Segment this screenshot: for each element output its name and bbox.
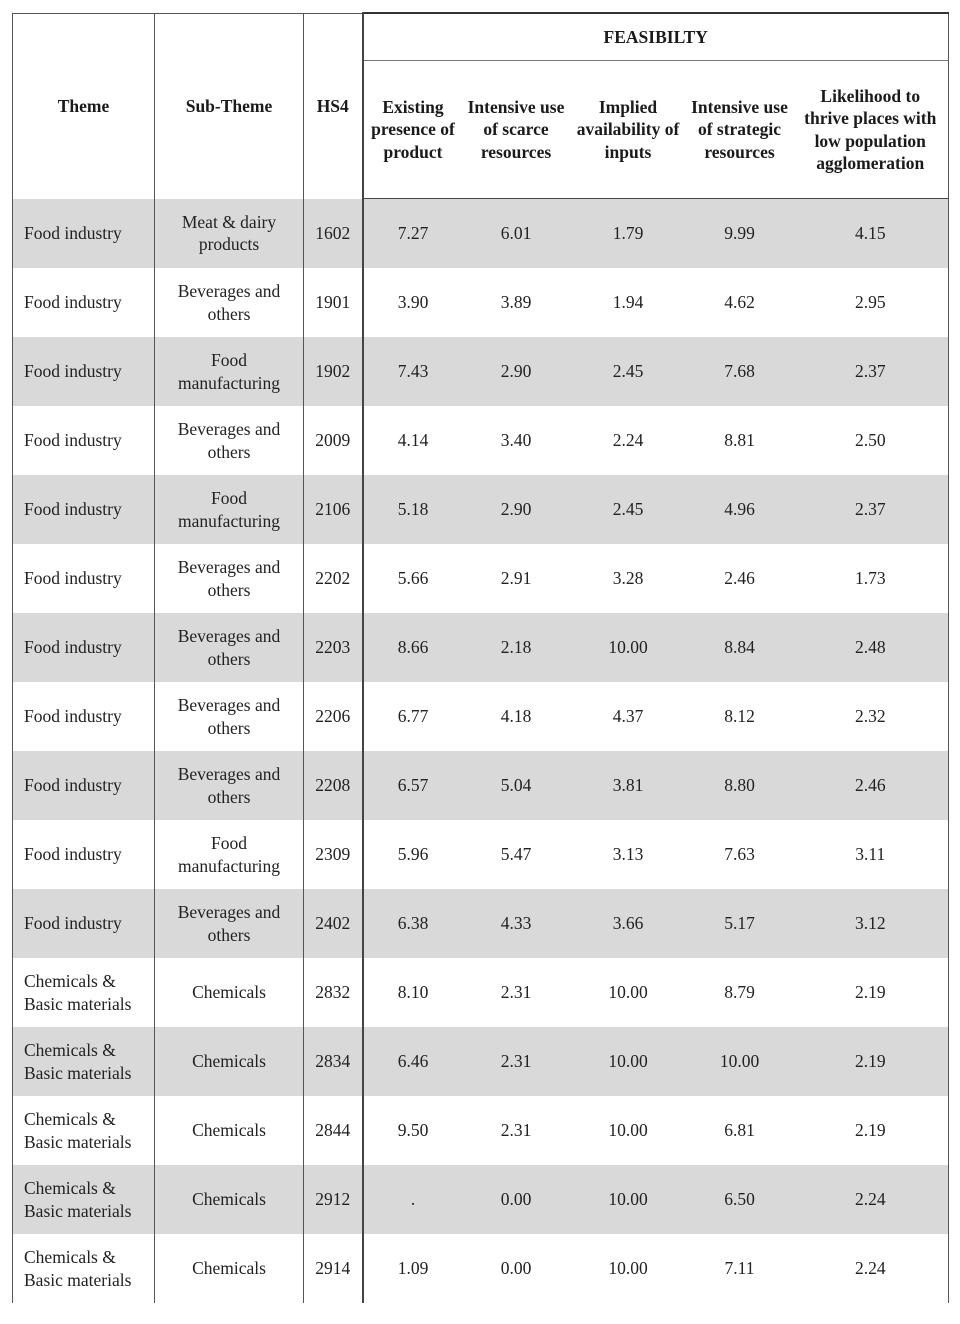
sub-theme-cell: Meat & dairy products [155,199,304,269]
implied-availability-header: Implied availability of inputs [570,61,687,199]
low-agglomeration-cell: 1.73 [793,544,949,613]
scarce-resources-header: Intensive use of scarce resources [463,61,570,199]
sub-theme-cell: Beverages and others [155,544,304,613]
existing-presence-cell: 6.46 [363,1027,463,1096]
existing-presence-cell: 8.66 [363,613,463,682]
existing-presence-cell: 7.27 [363,199,463,269]
sub-theme-cell: Beverages and others [155,406,304,475]
table-row [13,1165,949,1234]
strategic-resources-cell: 8.12 [724,706,755,727]
implied-availability-cell: 3.66 [570,889,687,958]
hs4-cell: 2202 [304,544,363,613]
existing-presence-cell: 5.18 [363,475,463,544]
sub-theme-cell: Beverages and others [155,889,304,958]
scarce-resources-cell: 2.31 [500,982,532,1003]
theme-cell: Food industry [13,268,155,337]
strategic-resources-cell: 8.84 [687,613,793,682]
low-agglomeration-cell: 2.24 [793,1165,949,1234]
table-header [13,13,949,199]
sub-theme-header: Sub-Theme [155,13,304,199]
implied-availability-cell: 3.13 [612,844,644,865]
existing-presence-cell: 4.14 [397,430,429,451]
theme-cell: Food industry [13,820,155,889]
theme-cell: Chemicals & Basic materials [13,1234,155,1303]
implied-availability-cell: 10.00 [570,1165,687,1234]
sub-theme-cell: Chemicals [155,1234,304,1303]
table-row [13,1027,949,1096]
existing-presence-cell: 5.96 [397,844,429,865]
hs4-cell: 2309 [304,820,363,889]
existing-presence-cell: 6.57 [363,751,463,820]
scarce-resources-cell: 2.31 [463,1027,570,1096]
implied-availability-cell: 10.00 [608,982,648,1003]
scarce-resources-cell: 3.89 [500,292,532,313]
low-agglomeration-cell: 2.37 [793,475,949,544]
scarce-resources-cell: 2.31 [500,1120,532,1141]
sub-theme-cell: Beverages and others [155,613,304,682]
hs4-cell: 2206 [304,682,363,751]
scarce-resources-cell: 2.90 [463,337,570,406]
strategic-resources-cell: 6.81 [724,1120,755,1141]
hs4-cell: 2203 [304,613,363,682]
strategic-resources-cell: 6.50 [687,1165,793,1234]
theme-cell: Chemicals & Basic materials [13,1096,155,1165]
implied-availability-cell: 2.45 [570,475,687,544]
hs4-cell: 2834 [304,1027,363,1096]
theme-cell: Food industry [13,475,155,544]
implied-availability-cell: 10.00 [608,1258,648,1279]
sub-theme-cell: Chemicals [155,1165,304,1234]
theme-cell: Food industry [13,337,155,406]
scarce-resources-cell: 4.33 [463,889,570,958]
scarce-resources-cell: 5.04 [463,751,570,820]
table-row [13,199,949,269]
theme-cell: Food industry [13,406,155,475]
sub-theme-cell: Chemicals [155,1096,304,1165]
theme-cell: Chemicals & Basic materials [13,1027,155,1096]
low-agglomeration-cell: 3.12 [793,889,949,958]
hs4-cell: 2106 [304,475,363,544]
theme-cell: Food industry [13,613,155,682]
sub-theme-cell: Food manufacturing [155,820,304,889]
existing-presence-cell: 1.09 [397,1258,429,1279]
table-row [13,337,949,406]
table-row [13,682,949,751]
implied-availability-cell: 3.81 [570,751,687,820]
strategic-resources-cell: 8.81 [724,430,755,451]
scarce-resources-cell: 0.00 [500,1258,532,1279]
hs4-cell: 2208 [304,751,363,820]
theme-cell: Food industry [13,544,155,613]
scarce-resources-cell: 5.47 [500,844,532,865]
hs4-cell: 2402 [304,889,363,958]
existing-presence-cell: 3.90 [397,292,429,313]
sub-theme-cell: Chemicals [155,1027,304,1096]
table-row [13,958,949,1027]
implied-availability-cell: 4.37 [612,706,644,727]
sub-theme-cell: Food manufacturing [155,337,304,406]
implied-availability-cell: 3.28 [612,568,644,589]
scarce-resources-cell: 2.18 [463,613,570,682]
feasibility-table [12,12,949,1303]
low-agglomeration-cell: 2.95 [793,268,949,337]
low-agglomeration-cell: 2.24 [793,1234,949,1303]
scarce-resources-cell: 3.40 [500,430,532,451]
sub-theme-cell: Beverages and others [155,751,304,820]
implied-availability-cell: 2.45 [570,337,687,406]
scarce-resources-cell: 4.18 [500,706,532,727]
existing-presence-cell: 9.50 [397,1120,429,1141]
strategic-resources-cell: 7.11 [724,1258,755,1279]
low-agglomeration-header: Likelihood to thrive places with low population agglomeration [793,61,949,199]
scarce-resources-cell: 0.00 [463,1165,570,1234]
theme-cell: Food industry [13,199,155,269]
hs4-cell: 2914 [304,1234,363,1303]
low-agglomeration-cell: 2.37 [793,337,949,406]
table-row [13,751,949,820]
implied-availability-cell: 1.94 [612,292,644,313]
header-row-group [13,13,949,61]
implied-availability-cell: 10.00 [570,1027,687,1096]
low-agglomeration-cell: 3.11 [793,820,949,889]
existing-presence-header: Existing presence of product [363,61,463,199]
hs4-cell: 2009 [304,406,363,475]
table-row [13,820,949,889]
theme-cell: Food industry [13,682,155,751]
low-agglomeration-cell: 2.50 [793,406,949,475]
low-agglomeration-cell: 2.32 [793,682,949,751]
low-agglomeration-cell: 2.19 [793,1096,949,1165]
existing-presence-cell: 6.38 [363,889,463,958]
implied-availability-cell: 1.79 [570,199,687,269]
hs4-cell: 1901 [304,268,363,337]
existing-presence-cell: 5.66 [397,568,429,589]
sub-theme-cell: Beverages and others [155,682,304,751]
sub-theme-cell: Beverages and others [155,268,304,337]
hs4-cell: 2844 [304,1096,363,1165]
scarce-resources-cell: 6.01 [463,199,570,269]
implied-availability-cell: 10.00 [570,613,687,682]
strategic-resources-cell: 9.99 [687,199,793,269]
table-row [13,406,949,475]
sub-theme-cell: Chemicals [155,958,304,1027]
strategic-resources-cell: 8.80 [687,751,793,820]
theme-cell: Food industry [13,751,155,820]
strategic-resources-cell: 7.68 [687,337,793,406]
theme-cell: Food industry [13,889,155,958]
strategic-resources-cell: 4.96 [687,475,793,544]
low-agglomeration-cell: 2.19 [793,958,949,1027]
hs4-cell: 1602 [304,199,363,269]
existing-presence-cell: 7.43 [363,337,463,406]
table-body [13,199,949,1304]
strategic-resources-cell: 8.79 [724,982,755,1003]
low-agglomeration-cell: 2.19 [793,1027,949,1096]
low-agglomeration-cell: 2.48 [793,613,949,682]
table-row [13,475,949,544]
strategic-resources-cell: 5.17 [687,889,793,958]
hs4-cell: 2832 [304,958,363,1027]
scarce-resources-cell: 2.90 [463,475,570,544]
strategic-resources-header: Intensive use of strategic resources [687,61,793,199]
table-row [13,889,949,958]
feasibility-group-header: FEASIBILTY [363,13,949,61]
implied-availability-cell: 2.24 [612,430,644,451]
existing-presence-cell: . [363,1165,463,1234]
strategic-resources-cell: 7.63 [724,844,755,865]
scarce-resources-cell: 2.91 [500,568,532,589]
table-row [13,1096,949,1165]
low-agglomeration-cell: 2.46 [793,751,949,820]
theme-cell: Chemicals & Basic materials [13,1165,155,1234]
table-row [13,544,949,613]
table-row [13,268,949,337]
theme-cell: Chemicals & Basic materials [13,958,155,1027]
low-agglomeration-cell: 4.15 [793,199,949,269]
existing-presence-cell: 8.10 [397,982,429,1003]
hs4-cell: 2912 [304,1165,363,1234]
strategic-resources-cell: 10.00 [687,1027,793,1096]
strategic-resources-cell: 2.46 [724,568,755,589]
strategic-resources-cell: 4.62 [724,292,755,313]
hs4-cell: 1902 [304,337,363,406]
sub-theme-cell: Food manufacturing [155,475,304,544]
table-row [13,613,949,682]
theme-header: Theme [13,13,155,199]
table-row [13,1234,949,1303]
existing-presence-cell: 6.77 [397,706,429,727]
hs4-header: HS4 [304,13,363,199]
implied-availability-cell: 10.00 [608,1120,648,1141]
